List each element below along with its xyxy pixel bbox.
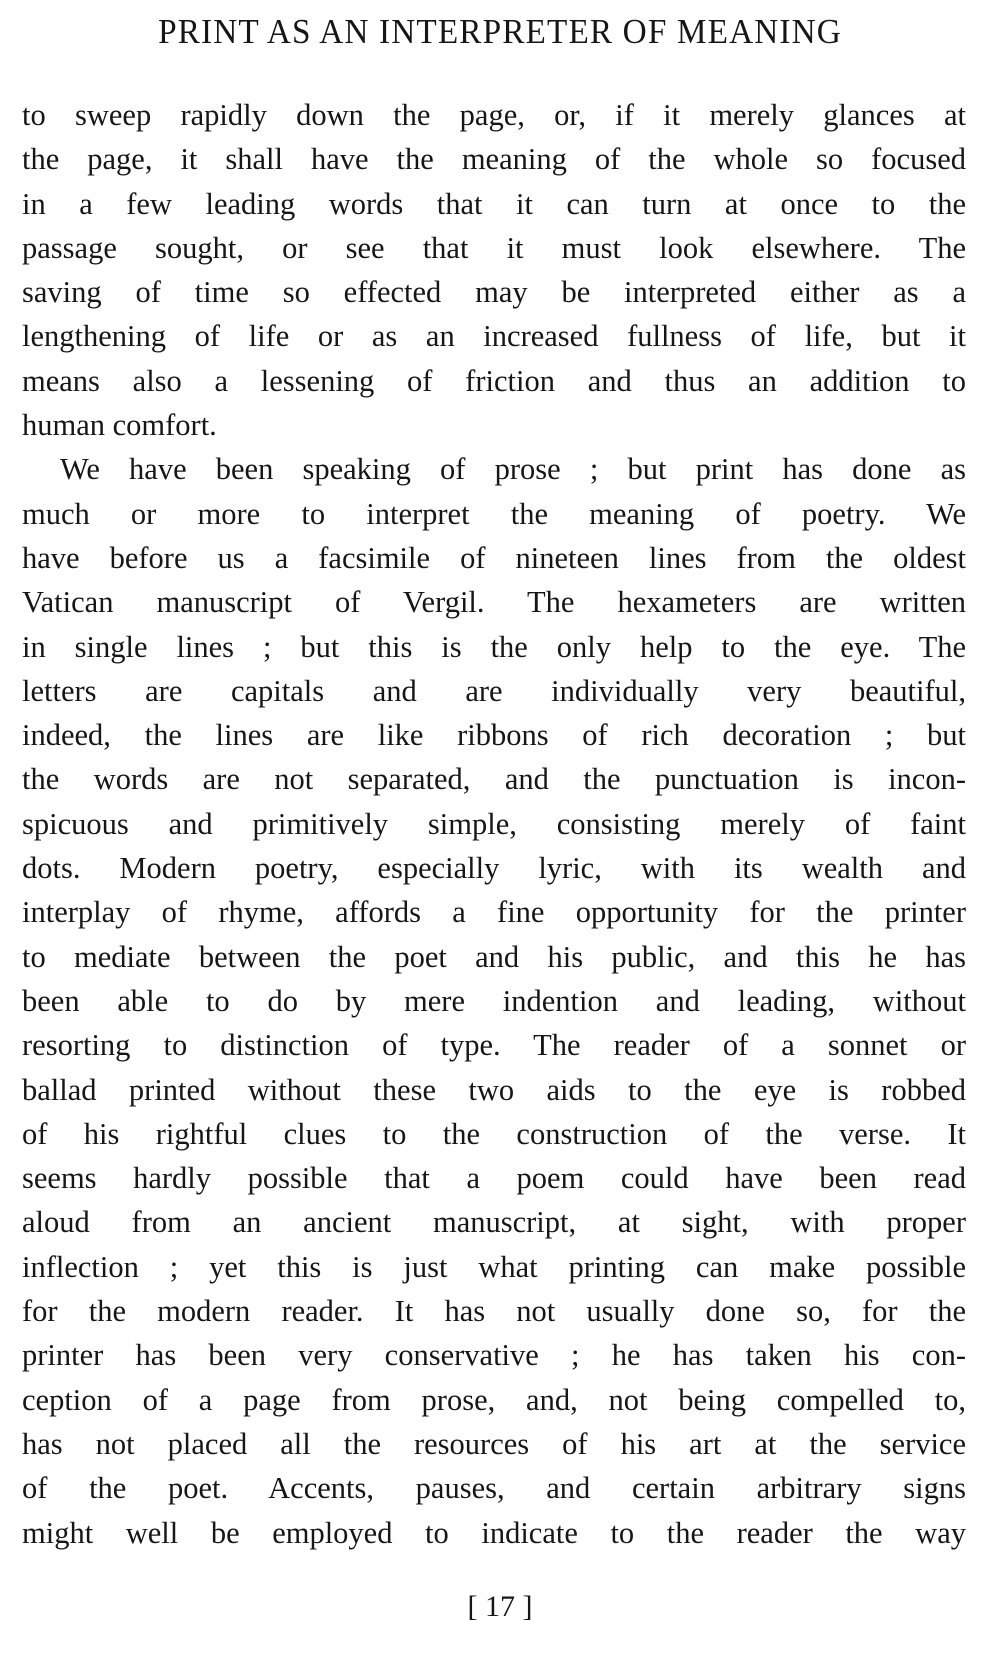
text-line: printer has been very conservative ; he has taken his con-	[22, 1338, 966, 1373]
text-line: might well be employed to indicate to the reader the way	[22, 1515, 966, 1550]
text-line: Vatican manuscript of Vergil. The hexameters are written	[22, 585, 966, 620]
text-line: to sweep rapidly down the page, or, if it merely glances at	[22, 98, 966, 132]
body-text	[22, 93, 966, 1555]
text-line: ception of a page from prose, and, not being compelled to,	[22, 1382, 966, 1417]
text-line: aloud from an ancient manuscript, at sight, with proper	[22, 1205, 966, 1240]
text-line: to mediate between the poet and his public, and this he has	[22, 939, 966, 974]
text-line: human comfort.	[22, 408, 217, 443]
text-line: resorting to distinction of type. The reader of a sonnet or	[22, 1028, 966, 1063]
text-line: the words are not separated, and the punctuation is incon-	[22, 762, 966, 797]
text-line: inflection ; yet this is just what printing can make possible	[22, 1249, 966, 1284]
text-line: for the modern reader. It has not usually done so, for the	[22, 1294, 966, 1329]
text-line: have before us a facsimile of nineteen lines from the oldest	[22, 540, 966, 575]
text-line: lengthening of life or as an increased fullness of life, but it	[22, 319, 966, 354]
text-line: means also a lessening of friction and thus an addition to	[22, 363, 966, 398]
text-line: ballad printed without these two aids to the eye is robbed	[22, 1072, 966, 1107]
text-line: letters are capitals and are individually very beautiful,	[22, 673, 966, 708]
text-line: spicuous and primitively simple, consisting merely of faint	[22, 806, 966, 841]
text-line: seems hardly possible that a poem could have been read	[22, 1161, 966, 1196]
text-line: interplay of rhyme, affords a fine opportunity for the printer	[22, 895, 966, 930]
text-line: the page, it shall have the meaning of the whole so focused	[22, 142, 966, 177]
text-line: indeed, the lines are like ribbons of rich decoration ; but	[22, 718, 966, 753]
text-line: We have been speaking of prose ; but print has done as	[60, 452, 966, 487]
text-line: in a few leading words that it can turn at once to the	[22, 186, 966, 221]
text-line: much or more to interpret the meaning of poetry. We	[22, 496, 966, 531]
text-line: dots. Modern poetry, especially lyric, with its wealth and	[22, 851, 966, 886]
running-title: PRINT AS AN INTERPRETER OF MEANING	[158, 12, 842, 51]
text-line: been able to do by mere indention and leading, without	[22, 983, 966, 1018]
text-line: passage sought, or see that it must look elsewhere. The	[22, 230, 966, 265]
text-line: of the poet. Accents, pauses, and certain arbitrary signs	[22, 1471, 966, 1506]
text-line: in single lines ; but this is the only help to the eye. The	[22, 629, 966, 664]
text-line: saving of time so effected may be interpreted either as a	[22, 275, 966, 310]
text-line: of his rightful clues to the construction of the verse. It	[22, 1116, 966, 1151]
page-number: [ 17 ]	[467, 1590, 533, 1623]
text-line: has not placed all the resources of his art at the service	[22, 1426, 966, 1461]
paragraph-1	[22, 93, 966, 447]
paragraph-2	[22, 447, 966, 1554]
